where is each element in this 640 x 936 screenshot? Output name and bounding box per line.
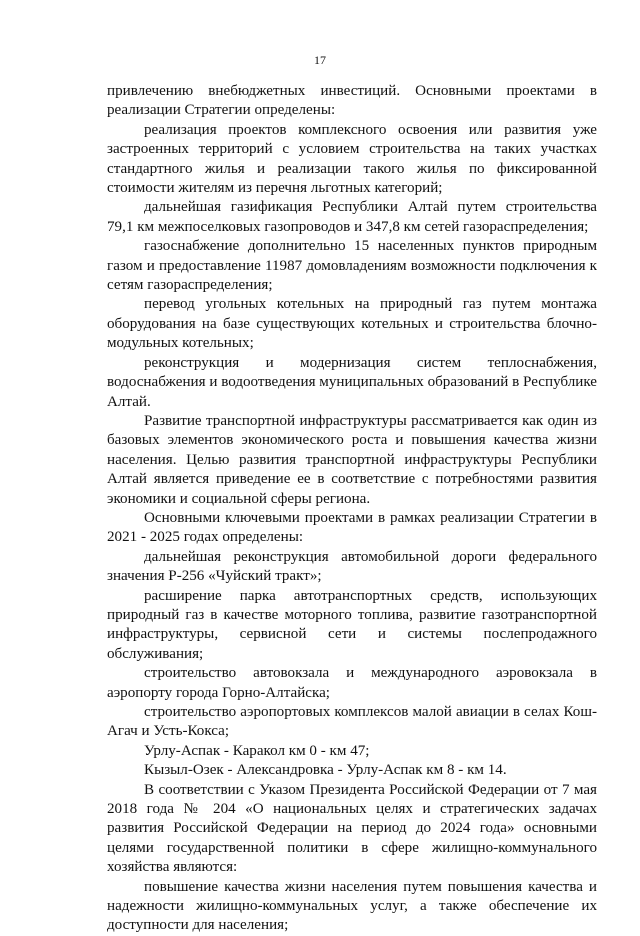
paragraph: реконструкция и модернизация систем теплоснабжения, водоснабжения и водоотведения муниципальных образований в Республике Алтай. xyxy=(107,354,597,410)
paragraph: газоснабжение дополнительно 15 населенных пунктов природным газом и предоставление 11987 домовладениям возможности подключения к сетям газораспределения; xyxy=(107,238,597,294)
document-body xyxy=(107,82,597,936)
paragraph: В соответствии с Указом Президента Российской Федерации от 7 мая 2018 года № 204 «О национальных целях и стратегических задачах развития Российской Федерации на период до 2024 года» основными целями государственной политики в сфере жилищно-коммунального хозяйства являются: xyxy=(107,781,597,876)
paragraph: Основными ключевыми проектами в рамках реализации Стратегии в 2021 - 2025 годах определены: xyxy=(107,509,597,546)
paragraph: Урлу-Аспак - Каракол км 0 - км 47; xyxy=(144,742,370,759)
page-number: 17 xyxy=(314,53,326,67)
paragraph: дальнейшая реконструкция автомобильной дороги федерального значения Р-256 «Чуйский тракт»; xyxy=(107,548,597,585)
paragraph: привлечению внебюджетных инвестиций. Основными проектами в реализации Стратегии определены: xyxy=(107,83,597,119)
paragraph: расширение парка автотранспортных средств, использующих природный газ в качестве моторного топлива, развитие газотранспортной инфраструктуры, сервисной сети и системы послепродажного обслуживания; xyxy=(107,587,597,662)
paragraph: Развитие транспортной инфраструктуры рассматривается как один из базовых элементов экономического роста и повышения качества жизни населения. Целью развития транспортной инфраструктуры Республики Алтай является приведение ее в соответствие с потребностями развития экономики и социальной сферы региона. xyxy=(107,412,597,507)
paragraph: перевод угольных котельных на природный газ путем монтажа оборудования на базе существующих котельных и строительства блочно-модульных котельных; xyxy=(107,296,597,352)
paragraph: повышение качества жизни населения путем повышения качества и надежности жилищно-коммунальных услуг, а также обеспечение их доступности для населения; xyxy=(107,878,597,934)
paragraph: строительство аэропортовых комплексов малой авиации в селах Кош-Агач и Усть-Кокса; xyxy=(107,704,597,740)
paragraph: реализация проектов комплексного освоения или развития уже застроенных территорий с условием строительства на таких участках стандартного жилья и реализации такого жилья по фиксированной стоимости жителям из перечня льготных категорий; xyxy=(107,121,597,197)
paragraph: Кызыл-Озек - Александровка - Урлу-Аспак км 8 - км 14. xyxy=(144,762,507,779)
paragraph: строительство автовокзала и международного аэровокзала в аэропорту города Горно-Алтайска; xyxy=(107,665,597,701)
paragraph: дальнейшая газификация Республики Алтай путем строительства 79,1 км межпоселковых газопроводов и 347,8 км сетей газораспределения; xyxy=(107,199,597,235)
